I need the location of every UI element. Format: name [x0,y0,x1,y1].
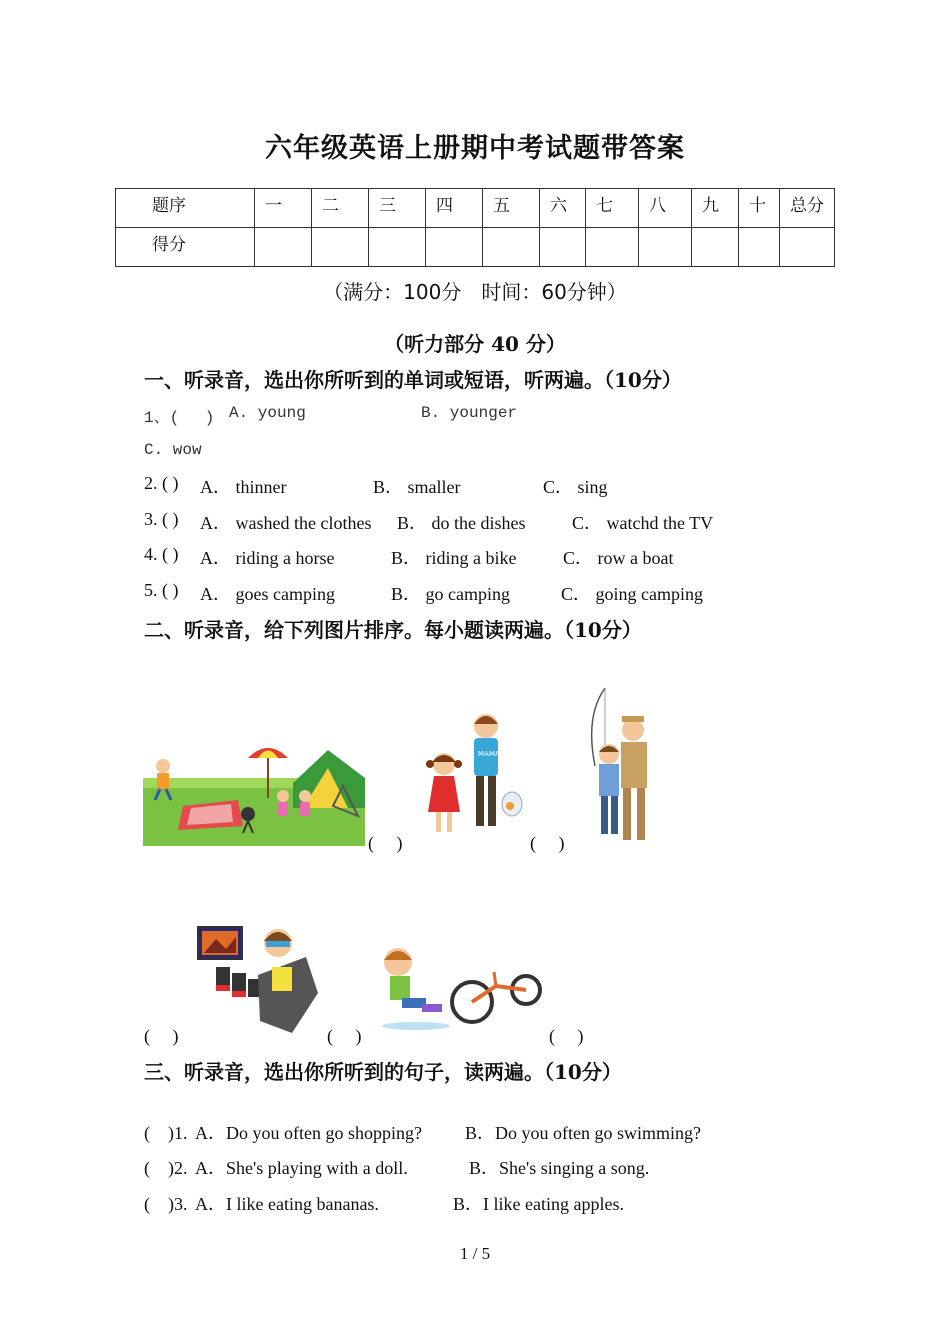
option-b: B．I like eating apples. [453,1194,624,1214]
q1-number: 1、( ) [144,409,215,427]
score-header-cell: 七 [586,189,639,228]
option-b: B． do the dishes [397,513,526,533]
score-header-cell: 六 [540,189,586,228]
page-title: 六年级英语上册期中考试题带答案 [265,133,685,164]
score-cell[interactable] [780,228,835,267]
option-a: A． thinner [200,477,287,497]
score-header-cell: 二 [312,189,369,228]
question-number: 5. ( ) [144,580,179,600]
question-number: 2. ( ) [144,473,179,493]
score-table [115,188,835,267]
option-a: A．I like eating bananas. [195,1194,379,1214]
exam-info: （满分：100分 时间：60分钟） [323,280,627,304]
camping-picture [143,738,365,846]
score-header-cell: 五 [483,189,540,228]
question-number: 3. ( ) [144,509,179,529]
order-blank[interactable]: ( ) [327,1026,362,1046]
question-number: 4. ( ) [144,544,179,564]
section3-heading: 三、听录音，选出你所听到的句子，读两遍。（10分） [144,1060,622,1084]
score-cell[interactable] [540,228,586,267]
score-cell[interactable] [639,228,692,267]
score-header-cell: 题序 [116,189,255,228]
score-cell[interactable] [692,228,739,267]
option-b: B． riding a bike [391,548,517,568]
option-c: C． watchd the TV [572,513,714,533]
q1-option-a: A. young [229,404,306,422]
option-b: B． go camping [391,584,510,604]
page-number: 1 / 5 [459,1244,491,1263]
option-a: A．Do you often go shopping? [195,1123,422,1143]
score-header-cell: 九 [692,189,739,228]
option-b: B．Do you often go swimming? [465,1123,701,1143]
question-number: ( )3. [144,1194,188,1214]
score-header-cell: 四 [426,189,483,228]
score-header-cell: 一 [255,189,312,228]
score-cell[interactable] [483,228,540,267]
option-b: B． smaller [373,477,461,497]
shirt-text: MAMA [478,750,500,758]
score-header-cell: 八 [639,189,692,228]
option-c: C． sing [543,477,608,497]
section2-heading: 二、听录音，给下列图片排序。每小题读两遍。（10分） [144,618,642,642]
order-blank[interactable]: ( ) [368,833,403,853]
score-cell[interactable] [255,228,312,267]
option-a: A．She's playing with a doll. [195,1158,408,1178]
score-cell[interactable] [426,228,483,267]
score-header-cell: 十 [739,189,780,228]
score-cell[interactable] [739,228,780,267]
listening-header: （听力部分 40 分） [384,332,566,356]
fishing-picture [585,686,660,844]
score-table-header-row [116,189,835,228]
family-picture [420,712,530,840]
order-blank[interactable]: ( ) [530,833,565,853]
cinema-picture [196,923,320,1035]
question-number: ( )2. [144,1158,188,1178]
bike-fall-picture [376,942,546,1034]
order-blank[interactable]: ( ) [144,1026,179,1046]
section1-heading: 一、听录音，选出你所听到的单词或短语，听两遍。（10分） [144,368,682,392]
q1-option-c: C. wow [144,441,202,459]
question-number: ( )1. [144,1123,188,1143]
option-c: C． row a boat [563,548,674,568]
score-cell[interactable] [586,228,639,267]
option-b: B．She's singing a song. [469,1158,650,1178]
score-cell[interactable] [369,228,426,267]
q1-option-b: B. younger [421,404,518,422]
score-header-cell: 总分 [780,189,835,228]
option-a: A． washed the clothes [200,513,372,533]
score-row-label: 得分 [116,228,255,267]
score-cell[interactable] [312,228,369,267]
score-header-cell: 三 [369,189,426,228]
score-table-score-row [116,228,835,267]
option-c: C． going camping [561,584,703,604]
option-a: A． riding a horse [200,548,335,568]
order-blank[interactable]: ( ) [549,1026,584,1046]
option-a: A． goes camping [200,584,335,604]
